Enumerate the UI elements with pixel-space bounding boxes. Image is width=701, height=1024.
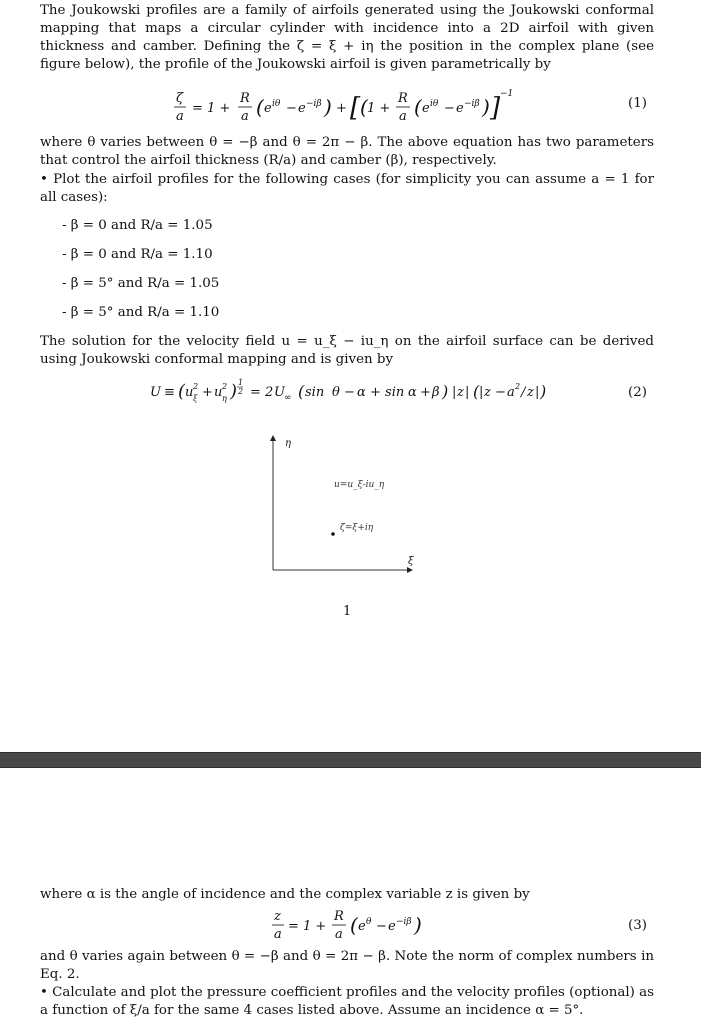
svg-text:|: | xyxy=(479,385,484,400)
eta-axis-label: η xyxy=(285,438,291,449)
equation-1-number: (1) xyxy=(628,96,647,111)
svg-text:|: | xyxy=(535,385,540,400)
svg-text:β: β xyxy=(432,385,440,400)
svg-text:iθ: iθ xyxy=(430,99,439,109)
svg-text:θ: θ xyxy=(366,917,372,927)
svg-text:(: ( xyxy=(298,382,305,401)
svg-text:a: a xyxy=(176,109,184,124)
equation-2-graphic xyxy=(148,374,548,408)
equation-3 xyxy=(270,906,450,950)
svg-text:(: ( xyxy=(473,382,480,401)
svg-text:R: R xyxy=(398,91,408,106)
svg-text:e: e xyxy=(388,919,396,934)
svg-text:ζ: ζ xyxy=(176,91,184,106)
complex-plane-figure xyxy=(260,428,430,578)
svg-text:z: z xyxy=(527,385,534,400)
svg-text:2: 2 xyxy=(515,382,521,391)
case-2: - β = 0 and R/a = 1.10 xyxy=(62,247,213,262)
svg-text:2: 2 xyxy=(238,387,244,396)
svg-text:−: − xyxy=(444,101,455,116)
svg-text:): ) xyxy=(414,913,422,937)
svg-text:U: U xyxy=(274,385,285,400)
svg-text:/: / xyxy=(521,385,526,400)
svg-text:): ) xyxy=(540,382,547,401)
equation-2-number: (2) xyxy=(628,385,647,400)
svg-text:−iβ: −iβ xyxy=(306,99,322,109)
svg-text:−: − xyxy=(495,385,506,400)
svg-text:z: z xyxy=(484,385,491,400)
svg-text:−: − xyxy=(376,919,387,934)
bullet-plot-profiles: • Plot the airfoil profiles for the following cases (for simplicity you can assume a = 1 for all cases): xyxy=(40,172,654,205)
page-separator xyxy=(0,752,701,768)
svg-text:−: − xyxy=(286,101,297,116)
svg-text:= 1 +: = 1 + xyxy=(288,919,327,934)
equation-3-graphic xyxy=(270,906,450,946)
after-equation-3: and θ varies again between θ = −β and θ = 2π − β. Note the norm of complex numbers in Eq. 2. xyxy=(40,949,654,982)
svg-text:e: e xyxy=(264,101,272,116)
svg-text:−: − xyxy=(344,385,355,400)
svg-text:|: | xyxy=(452,385,457,400)
complex-plane-axes xyxy=(260,428,430,578)
svg-text:[: [ xyxy=(350,93,361,123)
svg-text:U: U xyxy=(150,385,161,400)
svg-text:α: α xyxy=(357,385,366,400)
svg-text:): ) xyxy=(442,382,449,401)
svg-text:= 1 +: = 1 + xyxy=(192,101,231,116)
svg-text:α: α xyxy=(408,385,417,400)
svg-text:+ sin: + sin xyxy=(370,385,405,400)
equation-1 xyxy=(172,86,592,134)
intro-paragraph: The Joukowski profiles are a family of airfoils generated using the Joukowski conformal mapping that maps a circular cylinder with incidence into a 2D airfoil with given thickness and camber. Defining the ζ = ξ + iη the position in the complex plane (see figure below), the profile of the Joukowski airfoil is given parametrically by xyxy=(40,3,654,72)
svg-text:η: η xyxy=(222,394,227,403)
svg-text:e: e xyxy=(358,919,366,934)
svg-text:(: ( xyxy=(178,381,186,402)
equation-2 xyxy=(148,374,548,412)
figure-caption: 1 xyxy=(343,604,352,619)
velocity-paragraph: The solution for the velocity field u = u_ξ − iu_η on the airfoil surface can be derived using Joukowski conformal mapping and is given by xyxy=(40,334,654,367)
svg-text:(: ( xyxy=(256,95,264,119)
svg-text:z: z xyxy=(274,909,281,924)
svg-text:(: ( xyxy=(360,95,368,119)
svg-text:a: a xyxy=(274,927,282,942)
svg-text:R: R xyxy=(240,91,250,106)
svg-text:≡: ≡ xyxy=(164,385,175,400)
svg-text:e: e xyxy=(422,101,430,116)
svg-text:= 2: = 2 xyxy=(250,385,274,400)
bullet-pressure-coefficient: • Calculate and plot the pressure coefficient profiles and the velocity profiles (optional) as a function of ξ/a for the same 4 cases listed above. Assume an incidence α = 5°. xyxy=(40,985,654,1018)
equation-1-graphic xyxy=(172,86,592,130)
svg-text:+: + xyxy=(202,385,213,400)
svg-text:a: a xyxy=(399,109,407,124)
svg-text:sin: sin xyxy=(305,385,325,400)
svg-text:a: a xyxy=(241,109,249,124)
velocity-label: u=u_ξ-iu_η xyxy=(334,480,385,490)
svg-text:2: 2 xyxy=(193,382,199,391)
case-1: - β = 0 and R/a = 1.05 xyxy=(62,218,213,233)
svg-text:R: R xyxy=(334,909,344,924)
svg-text:|: | xyxy=(465,385,470,400)
svg-text:e: e xyxy=(298,101,306,116)
svg-text:(: ( xyxy=(414,95,422,119)
svg-text:−iβ: −iβ xyxy=(396,917,412,927)
svg-text:−1: −1 xyxy=(500,89,514,99)
svg-text:1: 1 xyxy=(238,378,244,387)
svg-text:1 +: 1 + xyxy=(367,101,391,116)
svg-text:u: u xyxy=(185,385,194,400)
zeta-point xyxy=(331,532,335,536)
page-2 xyxy=(0,768,701,1024)
svg-text:+: + xyxy=(336,101,347,116)
svg-text:(: ( xyxy=(350,913,358,937)
after-equation-1: where θ varies between θ = −β and θ = 2π − β. The above equation has two parameters that control the airfoil thickness (R/a) and camber (β), respectively. xyxy=(40,135,654,168)
case-4: - β = 5° and R/a = 1.10 xyxy=(62,305,220,320)
svg-text:a: a xyxy=(335,927,343,942)
svg-text:z: z xyxy=(457,385,464,400)
svg-text:∞: ∞ xyxy=(284,393,292,403)
svg-text:): ) xyxy=(482,95,490,119)
svg-text:ξ: ξ xyxy=(193,394,198,403)
svg-text:θ: θ xyxy=(332,385,340,400)
alpha-paragraph: where α is the angle of incidence and the complex variable z is given by xyxy=(40,887,530,902)
case-3: - β = 5° and R/a = 1.05 xyxy=(62,276,220,291)
svg-text:): ) xyxy=(230,381,238,402)
svg-text:]: ] xyxy=(490,93,501,123)
xi-axis-label: ξ xyxy=(408,556,414,567)
svg-text:e: e xyxy=(456,101,464,116)
equation-3-number: (3) xyxy=(628,918,647,933)
svg-text:a: a xyxy=(507,385,515,400)
svg-text:2: 2 xyxy=(222,382,228,391)
point-label: ζ=ξ+iη xyxy=(340,523,374,533)
svg-text:): ) xyxy=(324,95,332,119)
svg-text:iθ: iθ xyxy=(272,99,281,109)
svg-text:u: u xyxy=(214,385,223,400)
svg-text:−iβ: −iβ xyxy=(464,99,480,109)
svg-text:+: + xyxy=(420,385,431,400)
